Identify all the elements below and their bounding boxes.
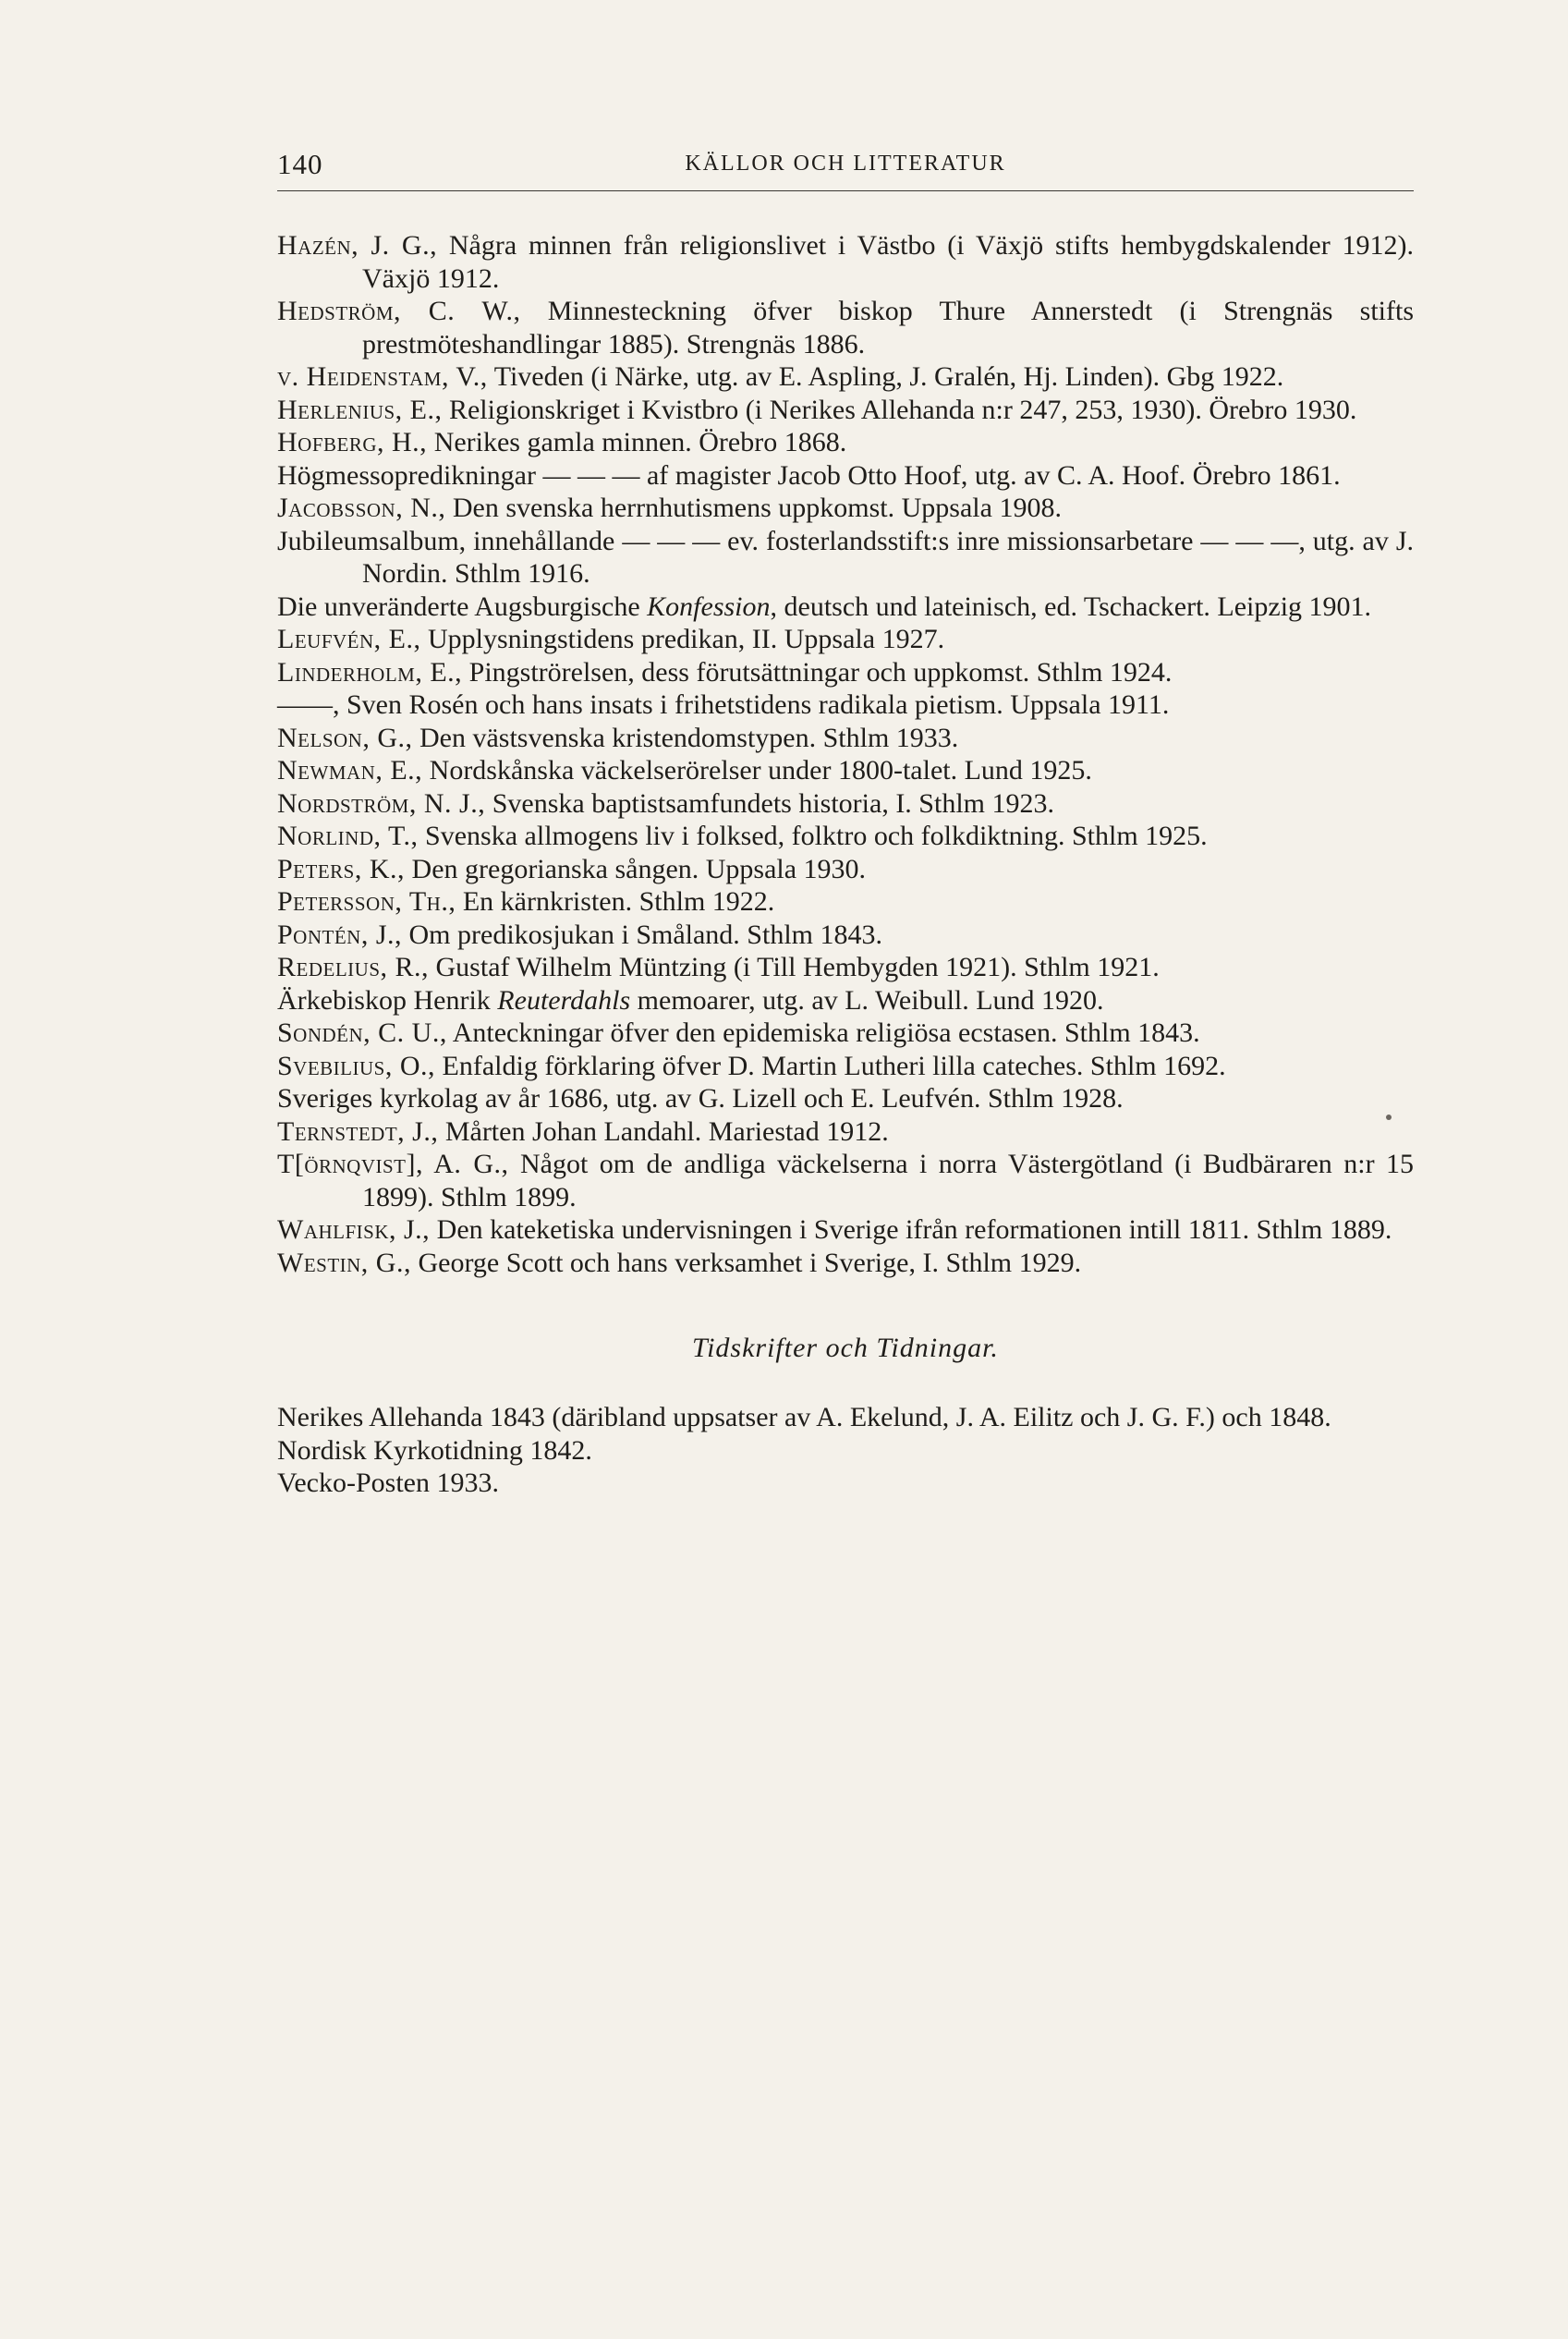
entry-author: Pontén, J., — [277, 919, 403, 950]
bibliography-entry — [277, 754, 1414, 787]
entry-text: Högmessopredikningar — — — af magister Jacob Otto Hoof, utg. av C. A. Hoof. Örebro 1861. — [277, 459, 1341, 491]
bibliography-entry — [277, 426, 1414, 459]
bibliography-entry — [277, 656, 1414, 689]
entry-author: T[örnqvist], A. G., — [277, 1149, 509, 1179]
entry-italic-title: Reuterdahls — [497, 984, 631, 1016]
entry-text: Nordskånska väckelserörelser under 1800-talet. Lund 1925. — [422, 755, 1092, 786]
entry-text: Upplysningstidens predikan, II. Uppsala 1927. — [420, 624, 945, 654]
entry-text: Minnesteckning öfver biskop Thure Annerstedt (i Strengnäs stifts prestmöteshandlingar 1885). Strengnäs 1886. — [362, 296, 1414, 359]
entry-author: Peters, K., — [277, 853, 406, 884]
entry-text: Sveriges kyrkolag av år 1686, utg. av G. Lizell och E. Leufvén. Sthlm 1928. — [277, 1083, 1124, 1114]
entry-text: Den gregorianska sången. Uppsala 1930. — [405, 853, 867, 884]
entry-author: v. Heidenstam, V., — [277, 361, 488, 392]
entry-text: Om predikosjukan i Småland. Sthlm 1843. — [402, 919, 882, 950]
bibliography-entry — [277, 1247, 1414, 1280]
entry-text: , deutsch und lateinisch, ed. Tschackert. Leipzig 1901. — [770, 591, 1372, 622]
bibliography-entry — [277, 1213, 1414, 1247]
bibliography-entry — [277, 1082, 1414, 1115]
entry-text: memoarer, utg. av L. Weibull. Lund 1920. — [630, 984, 1104, 1016]
periodical-entry: Vecko-Posten 1933. — [277, 1468, 499, 1498]
entry-text: Tiveden (i Närke, utg. av E. Aspling, J. Gralén, Hj. Linden). Gbg 1922. — [487, 361, 1284, 392]
entry-text: Pingströrelsen, dess förutsättningar och uppkomst. Sthlm 1924. — [462, 656, 1173, 688]
entry-author: Linderholm, E., — [277, 656, 463, 688]
entry-text: Nerikes gamla minnen. Örebro 1868. — [427, 427, 847, 457]
periodical-entry: Nerikes Allehanda 1843 (däribland uppsatser av A. Ekelund, J. A. Eilitz och J. G. F.) och 1848. — [277, 1402, 1331, 1432]
entry-text: Den svenska herrnhutismens uppkomst. Uppsala 1908. — [445, 493, 1062, 523]
entry-text-before: Die unveränderte Augsburgische — [277, 591, 648, 622]
entry-author: Nelson, G., — [277, 722, 413, 753]
entry-text: ——, Sven Rosén och hans insats i frihetstidens radikala pietism. Uppsala 1911. — [277, 689, 1170, 720]
bibliography-entry — [277, 492, 1414, 525]
entry-italic-title: Konfession — [647, 591, 771, 622]
running-head: KÄLLOR OCH LITTERATUR — [685, 152, 1006, 176]
bibliography-entry — [277, 394, 1414, 427]
entry-author: Wahlfisk, J., — [277, 1214, 431, 1245]
entry-author: Jacobsson, N., — [277, 493, 446, 523]
entry-author: Sondén, C. U., — [277, 1017, 447, 1048]
periodical-entry: Nordisk Kyrkotidning 1842. — [277, 1434, 592, 1466]
bibliography-entry — [277, 525, 1414, 591]
bibliography-entry — [277, 295, 1414, 360]
entry-author: Norlind, T., — [277, 821, 419, 851]
entry-text: Mårten Johan Landahl. Mariestad 1912. — [438, 1115, 889, 1147]
page-header — [277, 144, 1414, 191]
entry-text: Svenska baptistsamfundets historia, I. Sthlm 1923. — [485, 787, 1054, 819]
bibliography-entry — [277, 1017, 1414, 1050]
print-speck — [1386, 1115, 1392, 1120]
entry-author: Svebilius, O., — [277, 1050, 436, 1081]
entry-author: Hedström, C. W., — [277, 296, 521, 326]
periodicals-list — [277, 1401, 1414, 1500]
bibliography-entry — [277, 885, 1414, 919]
entry-author: Nordström, N. J., — [277, 787, 486, 819]
bibliography-entry — [277, 951, 1414, 984]
entry-text: Jubileumsalbum, innehållande — — — ev. fosterlandsstift:s inre missionsarbetare — — —, utg. av J. Nordin. Sthlm 1916. — [277, 525, 1414, 589]
entry-author: Westin, G., — [277, 1247, 411, 1278]
entry-author: Redelius, R., — [277, 952, 430, 982]
entry-author: Hazén, J. G., — [277, 230, 438, 261]
entry-text: En kärnkristen. Sthlm 1922. — [456, 886, 775, 917]
entry-author: Newman, E., — [277, 755, 423, 786]
bibliography-entry — [277, 360, 1414, 394]
bibliography-entry — [277, 688, 1414, 722]
entry-text: Gustaf Wilhelm Müntzing (i Till Hembygden 1921). Sthlm 1921. — [429, 952, 1160, 982]
bibliography-list — [277, 229, 1414, 1279]
bibliography-entry — [277, 984, 1414, 1017]
bibliography-entry — [277, 1148, 1414, 1213]
entry-text: Anteckningar öfver den epidemiska religiösa ecstasen. Sthlm 1843. — [446, 1017, 1200, 1048]
entry-author: Herlenius, E., — [277, 394, 443, 425]
bibliography-entry — [277, 459, 1414, 493]
entry-text: Den västsvenska kristendomstypen. Sthlm 1933. — [412, 722, 959, 753]
entry-author: Leufvén, E., — [277, 624, 421, 654]
entry-text: Svenska allmogens liv i folksed, folktro och folkdiktning. Sthlm 1925. — [418, 821, 1208, 851]
entry-author: Hofberg, H., — [277, 427, 428, 457]
entry-text: Några minnen från religionslivet i Västbo (i Växjö stifts hembygdskalender 1912). Växjö 1912. — [362, 230, 1414, 294]
entry-author: Petersson, Th., — [277, 886, 456, 917]
bibliography-entry — [277, 1050, 1414, 1083]
entry-text: George Scott och hans verksamhet i Sverige, I. Sthlm 1929. — [410, 1247, 1082, 1278]
section-title: Tidskrifter och Tidningar. — [692, 1333, 999, 1363]
bibliography-entry — [277, 820, 1414, 853]
bibliography-entry — [277, 1115, 1414, 1149]
page-number: 140 — [277, 148, 323, 180]
entry-text: Religionskriget i Kvistbro (i Nerikes Allehanda n:r 247, 253, 1930). Örebro 1930. — [442, 394, 1357, 425]
entry-author: Ternstedt, J., — [277, 1115, 439, 1147]
entry-text: Enfaldig förklaring öfver D. Martin Lutheri lilla cateches. Sthlm 1692. — [435, 1050, 1226, 1081]
bibliography-entry — [277, 787, 1414, 821]
bibliography-entry — [277, 591, 1414, 624]
bibliography-entry — [277, 722, 1414, 755]
bibliography-entry — [277, 623, 1414, 656]
bibliography-entry — [277, 853, 1414, 886]
entry-text: Något om de andliga väckelserna i norra Västergötland (i Budbäraren n:r 15 1899). Sthlm 1899. — [362, 1149, 1414, 1212]
entry-text-before: Ärkebiskop Henrik — [277, 984, 498, 1016]
bibliography-entry — [277, 229, 1414, 295]
bibliography-entry — [277, 919, 1414, 952]
entry-text: Den kateketiska undervisningen i Sverige ifrån reformationen intill 1811. Sthlm 1889. — [430, 1214, 1392, 1245]
